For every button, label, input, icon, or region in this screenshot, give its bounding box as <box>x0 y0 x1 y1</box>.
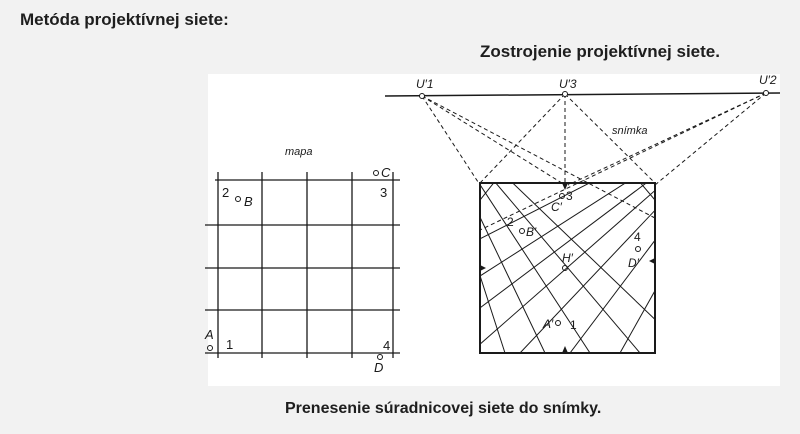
map-corner-1: 1 <box>226 337 234 352</box>
construction-caption: Zostrojenie projektívnej siete. <box>480 42 720 61</box>
projective-grid <box>360 93 766 353</box>
photo-point-a-marker <box>556 321 561 326</box>
photo-point-d-marker <box>636 247 641 252</box>
vanishing-point-u2-marker <box>764 91 769 96</box>
vanishing-point-u3-label: U′3 <box>559 77 577 91</box>
map-point-c-marker <box>374 171 379 176</box>
map-point-a-label: A <box>205 327 214 342</box>
photo-corner-1: 1 <box>570 318 577 332</box>
photo-label: snímka <box>612 125 648 137</box>
photo-point-c-label: C′ <box>551 200 562 214</box>
vanishing-point-u1-label: U′1 <box>416 77 434 91</box>
vanishing-point-u2-label: U′2 <box>759 73 777 87</box>
fiducial-mark-left <box>480 265 486 271</box>
photo-corner-3: 3 <box>566 189 573 203</box>
transfer-caption: Prenesenie súradnicovej siete do snímky. <box>285 400 602 417</box>
map-corner-3: 3 <box>380 185 388 200</box>
map-point-b-marker <box>236 197 241 202</box>
photo-corner-4: 4 <box>634 230 641 244</box>
map-corner-4: 4 <box>383 338 391 353</box>
vanishing-rays <box>422 93 766 230</box>
map-point-d-label: D <box>374 360 384 375</box>
photo-point-a-label: A′ <box>543 317 554 331</box>
photo-corner-2: 2 <box>507 215 514 229</box>
fiducial-mark-bottom <box>562 346 568 353</box>
photo-point-d-label: D′ <box>628 256 639 270</box>
fiducial-mark-right <box>649 258 655 264</box>
map-point-d-marker <box>378 355 383 360</box>
map-point-c-label: C <box>381 165 391 180</box>
photo-point-b-marker <box>520 229 525 234</box>
map-grid <box>205 172 400 358</box>
map-label: mapa <box>285 146 313 158</box>
map-corner-2: 2 <box>222 185 230 200</box>
photo-point-b-label: B′ <box>526 225 537 239</box>
page-title: Metóda projektívnej siete: <box>20 10 229 29</box>
vanishing-point-u3-marker <box>563 92 568 97</box>
map-point-a-marker <box>208 346 213 351</box>
horizon-line <box>385 93 780 96</box>
vanishing-point-u1-marker <box>420 94 425 99</box>
map-point-b-label: B <box>244 194 253 209</box>
photo-point-h-label: H′ <box>562 251 573 265</box>
